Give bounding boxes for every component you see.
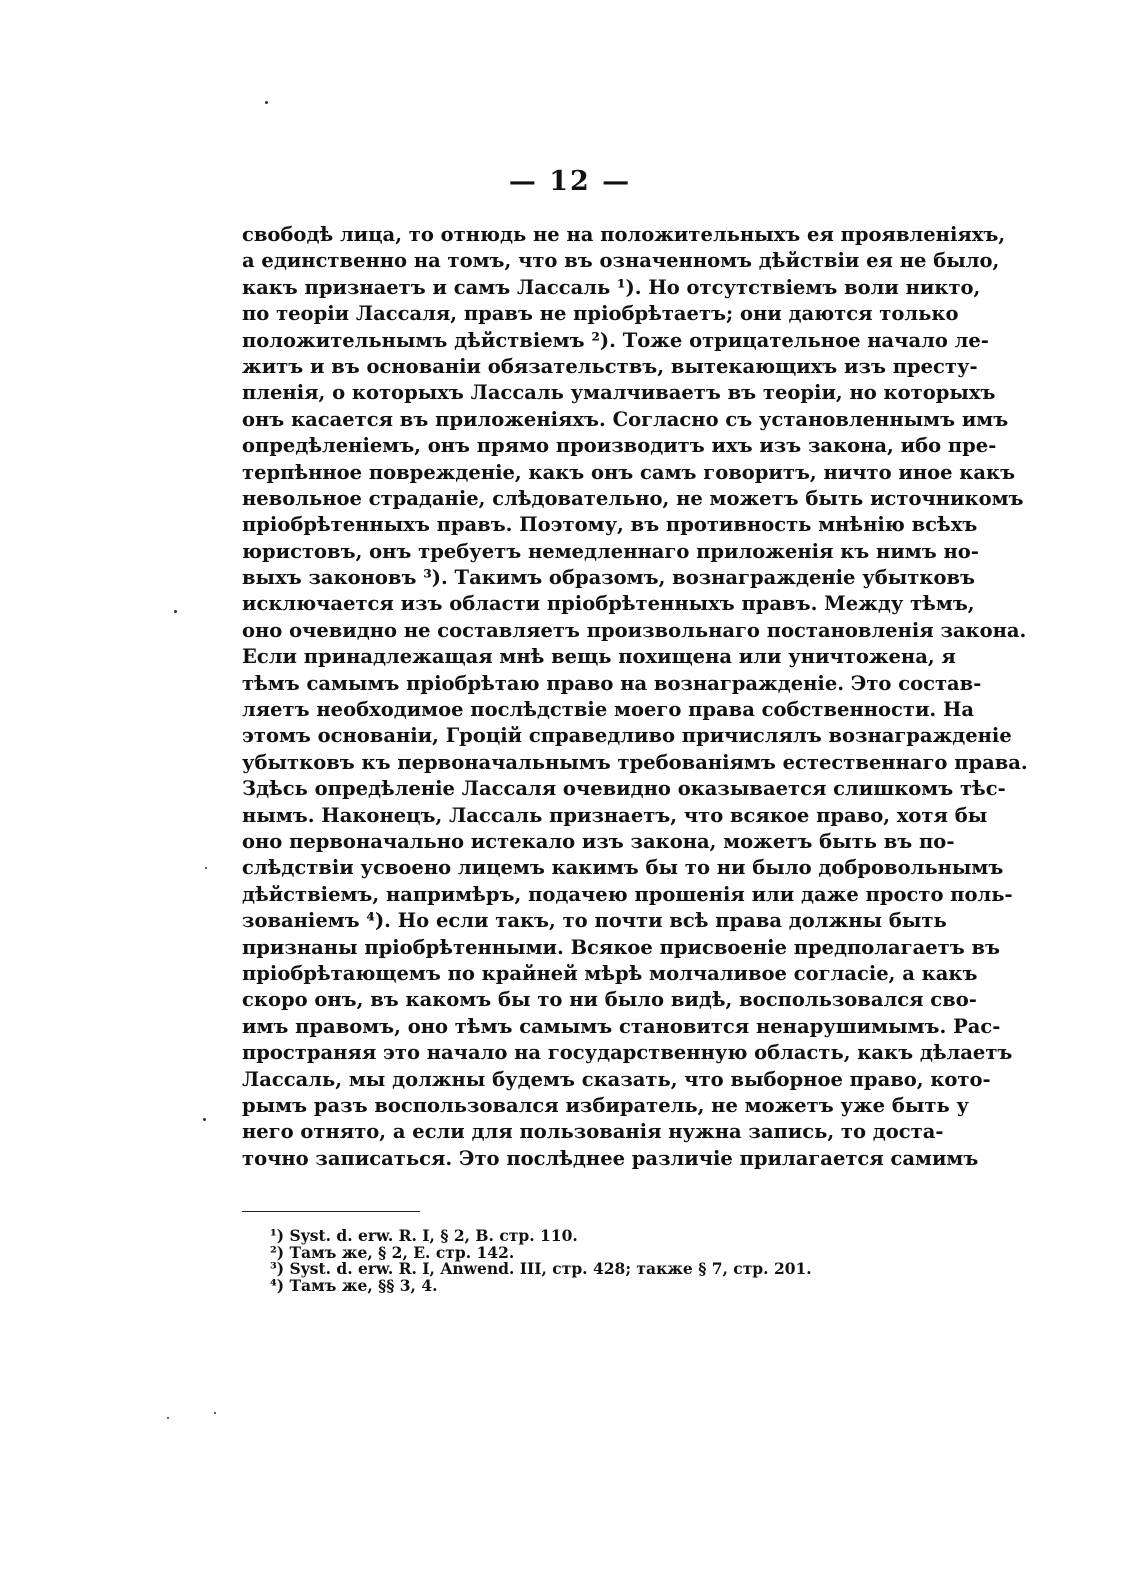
body-line: свободѣ лица, то отнюдь не на положительныхъ ея проявленіяхъ,: [242, 223, 1006, 246]
body-line: какъ признаетъ и самъ Лассаль ¹). Но отсутствіемъ воли никто,: [242, 275, 981, 299]
body-line: невольное страданіе, слѣдовательно, не можетъ быть источникомъ: [242, 486, 1024, 510]
body-line: юристовъ, онъ требуетъ немедленнаго приложенія къ нимъ но-: [242, 539, 979, 563]
print-speck: [205, 867, 207, 869]
print-speck: [265, 101, 268, 104]
footnote: ⁴) Тамъ же, §§ 3, 4.: [270, 1275, 438, 1295]
body-line: пріобрѣтающемъ по крайней мѣрѣ молчаливое согласіе, а какъ: [242, 961, 978, 985]
body-line: него отнято, а если для пользованія нужна запись, то доста-: [242, 1120, 944, 1144]
body-line: оно очевидно не составляетъ произвольнаго постановленія закона.: [242, 618, 1027, 642]
body-line: убытковъ къ первоначальнымъ требованіямъ естественнаго права.: [242, 750, 1028, 774]
body-line: этомъ основаніи, Гроцій справедливо причислялъ вознагражденіе: [242, 724, 1012, 748]
body-text: [242, 222, 1028, 1172]
body-line: пространяя это начало на государственную область, какъ дѣлаетъ: [242, 1041, 1013, 1065]
body-line: рымъ разъ воспользовался избиратель, не можетъ уже быть у: [242, 1093, 970, 1117]
body-line: нымъ. Наконецъ, Лассаль признаетъ, что всякое право, хотя бы: [242, 803, 988, 827]
footnote: ¹) Syst. d. erw. R. I, § 2, B. стр. 110.: [270, 1226, 578, 1245]
body-line: признаны пріобрѣтенными. Всякое присвоеніе предполагаетъ въ: [242, 935, 1000, 959]
body-line: дѣйствіемъ, напримѣръ, подачею прошенія или даже просто поль-: [242, 882, 1013, 906]
body-line: имъ правомъ, оно тѣмъ самымъ становится ненарушимымъ. Рас-: [242, 1014, 1001, 1038]
body-line: пріобрѣтенныхъ правъ. Поэтому, въ противность мнѣнію всѣхъ: [242, 513, 978, 537]
body-line: оно первоначально истекало изъ закона, можетъ быть въ по-: [242, 829, 955, 853]
body-line: исключается изъ области пріобрѣтенныхъ правъ. Между тѣмъ,: [242, 592, 975, 616]
print-speck: [214, 1412, 216, 1414]
page-number: — 12 —: [508, 166, 632, 197]
body-line: житъ и въ основаніи обязательствъ, вытекающихъ изъ престу-: [242, 354, 978, 378]
print-speck: [167, 1417, 169, 1419]
body-line: Лассаль, мы должны будемъ сказать, что выборное право, кото-: [242, 1067, 991, 1091]
body-line: пленія, о которыхъ Лассаль умалчиваетъ въ теоріи, но которыхъ: [242, 381, 996, 405]
body-line: зованіемъ ⁴). Но если такъ, то почти всѣ права должны быть: [242, 909, 947, 933]
body-line: выхъ законовъ ³). Такимъ образомъ, вознагражденіе убытковъ: [242, 566, 975, 590]
body-line: тѣмъ самымъ пріобрѣтаю право на вознагражденіе. Это состав-: [242, 671, 982, 695]
body-line: Здѣсь опредѣленіе Лассаля очевидно оказывается слишкомъ тѣс-: [242, 777, 1006, 801]
body-line: опредѣленіемъ, онъ прямо производитъ ихъ изъ закона, ибо пре-: [242, 434, 997, 458]
body-line: а единственно на томъ, что въ означенномъ дѣйствіи ея не было,: [242, 249, 1000, 273]
print-speck: [203, 1118, 206, 1121]
body-line: слѣдствіи усвоено лицемъ какимъ бы то ни было добровольнымъ: [242, 856, 1004, 880]
body-line: скоро онъ, въ какомъ бы то ни было видѣ, воспользовался сво-: [242, 988, 977, 1012]
body-line: ляетъ необходимое послѣдствіе моего права собственности. На: [242, 698, 975, 722]
body-line: положительнымъ дѣйствіемъ ²). Тоже отрицательное начало ле-: [242, 328, 989, 352]
body-line: онъ касается въ приложеніяхъ. Согласно съ установленнымъ имъ: [242, 407, 1009, 431]
footnote-divider: [242, 1211, 420, 1212]
body-line: точно записаться. Это послѣднее различіе прилагается самимъ: [242, 1146, 979, 1170]
print-speck: [174, 610, 177, 613]
body-line: терпѣнное поврежденіе, какъ онъ самъ говоритъ, ничто иное какъ: [242, 460, 1016, 484]
footnotes: [270, 1228, 830, 1294]
footnote: ³) Syst. d. erw. R. I, Anwend. III, стр. 428; также § 7, стр. 201.: [270, 1259, 812, 1279]
footnote: ²) Тамъ же, § 2, E. стр. 142.: [270, 1242, 515, 1262]
body-line: по теоріи Лассаля, правъ не пріобрѣтаетъ; они даются только: [242, 302, 959, 326]
body-line: Если принадлежащая мнѣ вещь похищена или уничтожена, я: [242, 645, 956, 669]
